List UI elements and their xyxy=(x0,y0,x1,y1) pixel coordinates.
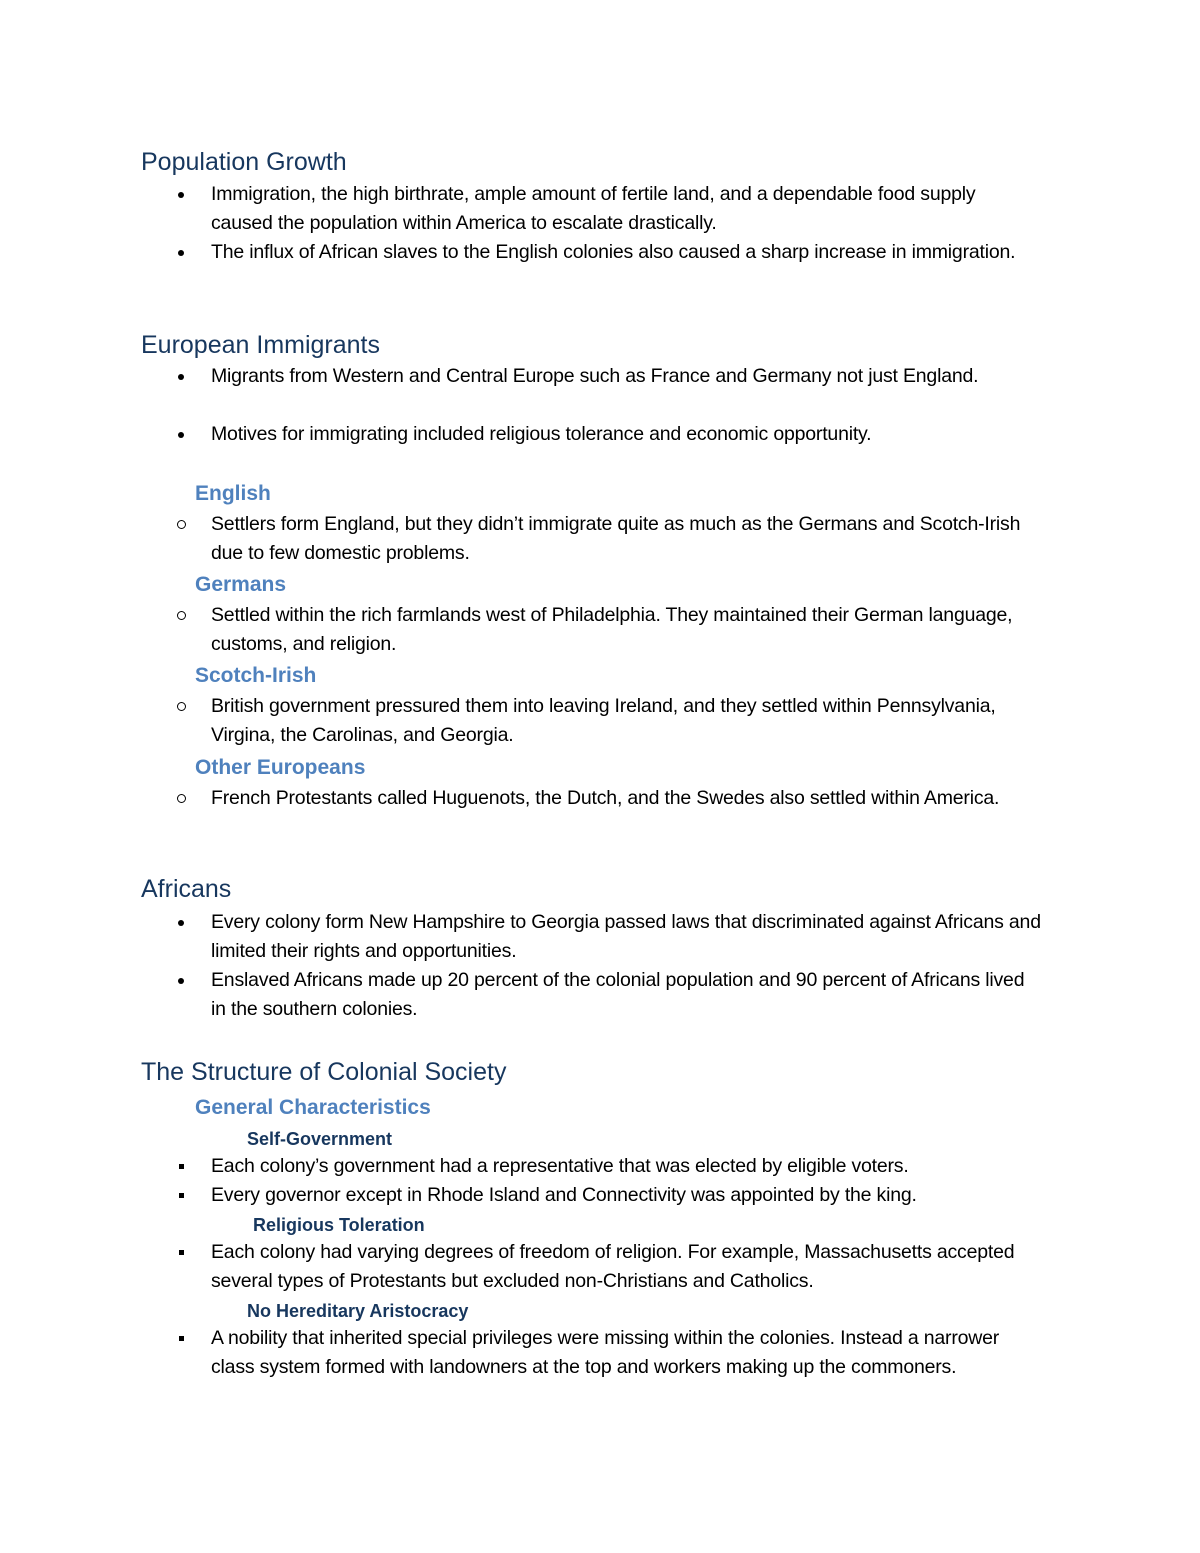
bullet-circle-icon xyxy=(173,692,189,721)
topic-heading-religious-toleration: Religious Toleration xyxy=(253,1215,425,1235)
topic-heading-no-hereditary-aristocracy: No Hereditary Aristocracy xyxy=(247,1301,469,1321)
bullet-square-icon xyxy=(173,1152,189,1181)
heading-european-immigrants: European Immigrants xyxy=(141,331,381,359)
bullet-text: The influx of African slaves to the English colonies also caused a sharp increase in immigration. xyxy=(211,241,1016,263)
bullet-text: Enslaved Africans made up 20 percent of the colonial population and 90 percent of Africans lived in the southern colonies. xyxy=(211,969,1025,1020)
bullet-text: British government pressured them into leaving Ireland, and they settled within Pennsylvania, Virgina, the Carolinas, and Georgia. xyxy=(211,695,996,746)
subheading-english: English xyxy=(195,482,271,505)
bullet-text: Every colony form New Hampshire to Georgia passed laws that discriminated against Africans and limited their rights and opportunities. xyxy=(211,911,1041,962)
bullet-text: Motives for immigrating included religious tolerance and economic opportunity. xyxy=(211,423,872,445)
bullet-text: French Protestants called Huguenots, the Dutch, and the Swedes also settled within America. xyxy=(211,787,1000,809)
subheading-germans: Germans xyxy=(195,573,287,596)
bullet-square-icon xyxy=(173,1181,189,1210)
bullet-disc-icon xyxy=(173,238,189,267)
topic-heading-self-government: Self-Government xyxy=(247,1129,393,1149)
heading-population-growth: Population Growth xyxy=(141,148,347,176)
bullet-text: Migrants from Western and Central Europe such as France and Germany not just England. xyxy=(211,365,979,387)
subheading-other-europeans: Other Europeans xyxy=(195,756,366,779)
heading-colonial-society: The Structure of Colonial Society xyxy=(141,1058,507,1086)
bullet-text: A nobility that inherited special privileges were missing within the colonies. Instead a narrower class system formed with landowners at the top and workers making up the commoners. xyxy=(211,1327,1000,1378)
bullet-disc-icon xyxy=(173,180,189,209)
bullet-text: Immigration, the high birthrate, ample amount of fertile land, and a dependable food supply caused the population within America to escalate drastically. xyxy=(211,183,976,234)
heading-africans: Africans xyxy=(141,875,232,903)
bullet-circle-icon xyxy=(173,784,189,813)
bullet-circle-icon xyxy=(173,510,189,539)
subheading-scotch-irish: Scotch-Irish xyxy=(195,664,317,687)
bullet-text: Each colony had varying degrees of freedom of religion. For example, Massachusetts accepted several types of Protestants but excluded non-Christians and Catholics. xyxy=(211,1241,1015,1292)
bullet-disc-icon xyxy=(173,908,189,937)
bullet-disc-icon xyxy=(173,362,189,391)
bullet-circle-icon xyxy=(173,601,189,630)
bullet-text: Each colony’s government had a representative that was elected by eligible voters. xyxy=(211,1155,909,1177)
bullet-disc-icon xyxy=(173,420,189,449)
bullet-square-icon xyxy=(173,1238,189,1267)
bullet-disc-icon xyxy=(173,966,189,995)
subheading-general-characteristics: General Characteristics xyxy=(195,1096,431,1119)
bullet-square-icon xyxy=(173,1324,189,1353)
bullet-text: Settlers form England, but they didn’t immigrate quite as much as the Germans and Scotch-Irish due to few domestic problems. xyxy=(211,513,1021,564)
bullet-text: Settled within the rich farmlands west of Philadelphia. They maintained their German language, customs, and religion. xyxy=(211,604,1013,655)
bullet-text: Every governor except in Rhode Island and Connectivity was appointed by the king. xyxy=(211,1184,917,1206)
